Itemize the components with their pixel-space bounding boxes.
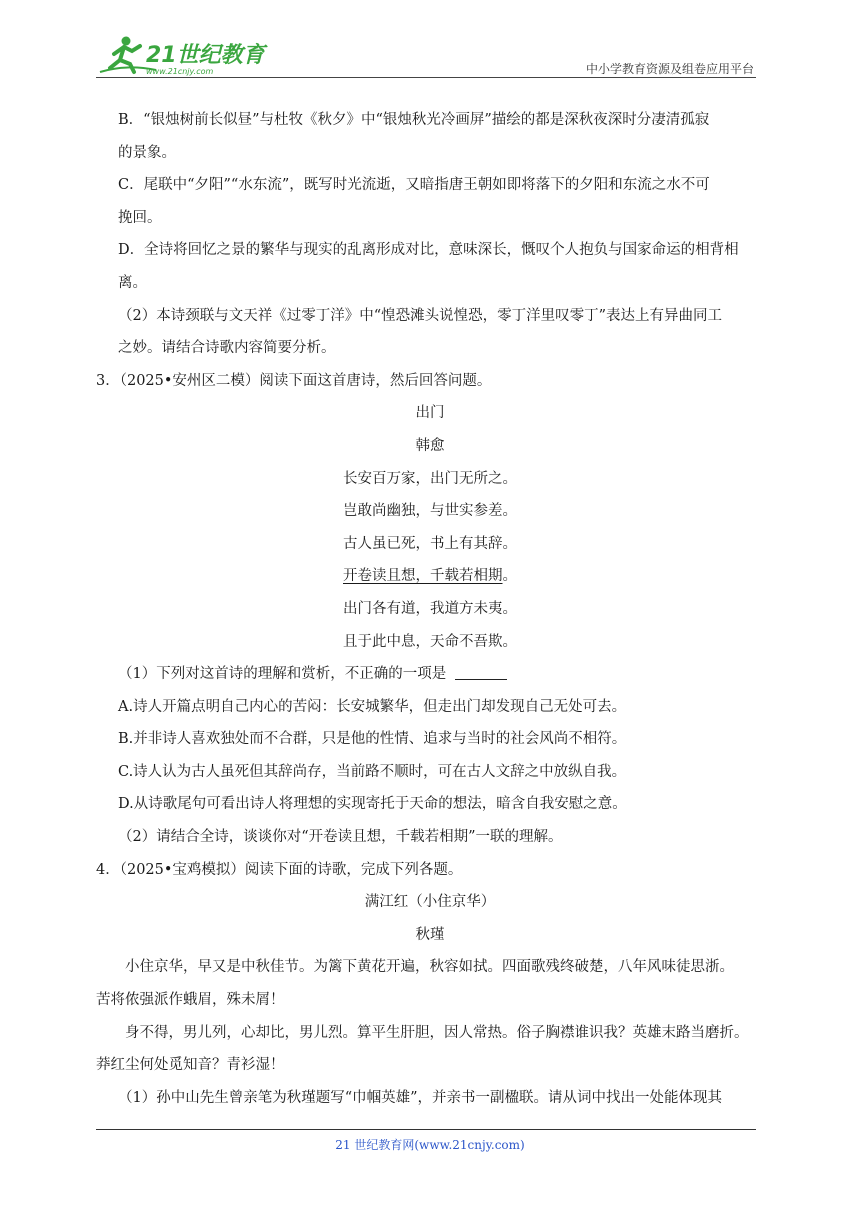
text-line: 小住京华，早又是中秋佳节。为篱下黄花开遍，秋容如拭。四面歌残终破楚，八年风味徒思浙。 [125,959,734,976]
text-line: C.诗人认为古人虽死但其辞尚存，当前路不顺时，可在古人文辞之中放纵自我。 [118,763,627,780]
text-line: D.从诗歌尾句可看出诗人将理想的实现寄托于天命的想法，暗含自我安慰之意。 [118,796,627,813]
text-line: （2）请结合全诗，谈谈你对“开卷读且想，千载若相期”一联的理解。 [118,829,563,846]
text-line: 挽回。 [118,209,162,226]
text-line: D．全诗将回忆之景的繁华与现实的乱离形成对比，意味深长，慨叹个人抱负与国家命运的相背相 [118,242,739,259]
text-line: 满江红（小住京华） [364,894,496,911]
text-line: 韩愈 [415,437,445,454]
text-line: A.诗人开篇点明自己内心的苦闷：长安城繁华，但走出门却发现自己无处可去。 [118,698,627,715]
text-line: （2）本诗颈联与文天祥《过零丁洋》中“惶恐滩头说惶恐，零丁洋里叹零丁”表达上有异曲同工 [118,307,723,324]
text-line: 离。 [118,274,147,291]
text-line: （1）下列对这首诗的理解和赏析，不正确的一项是 [96,658,764,691]
text-line: 身不得，男儿列，心却比，男儿烈。算平生肝胆，因人常热。俗子胸襟谁识我？英雄末路当磨折。 [125,1024,749,1041]
footer-text[interactable]: 21 世纪教育网(www.21cnjy.com) [335,1138,525,1152]
text-line: 开卷读且想，千载若相期。 [343,568,517,585]
text-line: 的景象。 [118,144,176,161]
text-line: 之妙。请结合诗歌内容简要分析。 [118,340,336,357]
text-line: 秋瑾 [415,926,445,943]
text-line: C．尾联中“夕阳”“水东流”，既写时光流逝，又暗指唐王朝如即将落下的夕阳和东流之水不可 [118,177,710,194]
text-line: B．“银烛树前长似昼”与杜牧《秋夕》中“银烛秋光冷画屏”描绘的都是深秋夜深时分凄清孤寂 [118,112,710,128]
text-line: 苦将侬强派作蛾眉，殊未屑！ [96,992,285,1009]
text-line: B.并非诗人喜欢独处而不合群，只是他的性情、追求与当时的社会风尚不相符。 [118,731,627,748]
text-line: 且于此中息，天命不吾欺。 [343,633,517,650]
text-line: 3．（2025•安州区二模）阅读下面这首唐诗，然后回答问题。 [96,372,492,389]
text-line: 长安百万家，出门无所之。 [343,470,517,487]
header-divider [96,77,756,78]
logo [96,34,276,76]
text-line: 莽红尘何处觅知音？青衫湿！ [96,1057,285,1074]
text-line: 出门 [415,405,445,422]
text-line: 古人虽已死，书上有其辞。 [343,535,517,552]
answer-blank[interactable] [455,665,507,680]
document-body [96,104,764,1114]
text-line: 4．（2025•宝鸡模拟）阅读下面的诗歌，完成下列各题。 [96,861,463,878]
text-line: 出门各有道，我道方未夷。 [343,600,517,617]
platform-name: 中小学教育资源及组卷应用平台 [585,62,754,76]
logo-text: 21世纪教育 [146,43,265,68]
logo-url: www.21cnjy.com [146,67,214,76]
underlined-verse: 开卷读且想，千载若相期 [343,568,503,585]
text-line: （1）孙中山先生曾亲笔为秋瑾题写“巾帼英雄”，并亲书一副楹联。请从词中找出一处能体现其 [118,1089,723,1106]
page-header [96,30,756,80]
text-line: 岂敢尚幽独，与世实参差。 [343,503,517,520]
footer-divider [96,1129,756,1130]
